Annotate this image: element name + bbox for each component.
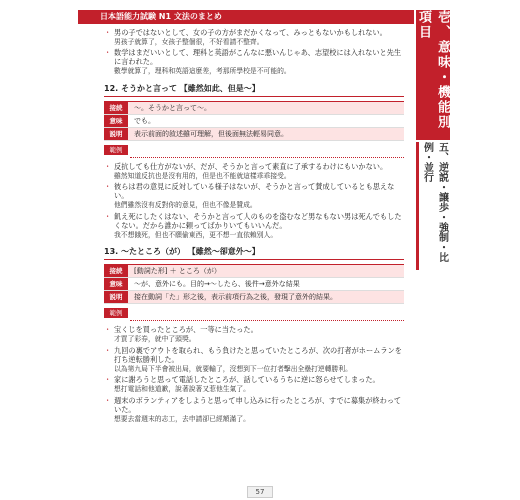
row-value: ～が、意外にも。目的→～したら、後件→意外な結果 bbox=[128, 278, 404, 290]
example-zh: 我不想餓死，但也不願偷東西，更不想一直依賴別人。 bbox=[114, 230, 278, 239]
example-zh: 想打電話和他道歉，說著說著又惹他生氣了。 bbox=[114, 385, 250, 394]
example-jp: ・ 飢え死にしたくはない、そうかと言って人のものを盗むなど男なもない男は死んでもしたくない。だから誰かに頼ってばかりいてもいいんだ。 bbox=[114, 211, 402, 230]
grammar-row bbox=[104, 278, 404, 291]
row-label: 説明 bbox=[104, 291, 128, 303]
example-jp: ・ 週末のボランティアをしようと思って申し込みに行ったところが、すでに募集が終わっていた。 bbox=[114, 395, 402, 414]
example-item bbox=[104, 48, 404, 75]
divider bbox=[130, 157, 404, 158]
row-value: ～。そうかと言って～。 bbox=[128, 102, 404, 114]
example-jp: ・ 家に謝ろうと思って電話したところが、話しているうちに逆に怒らせてしまった。 bbox=[114, 375, 380, 385]
page-footer bbox=[0, 486, 520, 498]
example-item bbox=[104, 375, 404, 393]
row-label: 説明 bbox=[104, 128, 128, 140]
grammar-table bbox=[104, 101, 404, 141]
row-value: 接在動詞「た」形之後，表示前項行為之後，發現了意外的結果。 bbox=[128, 291, 404, 303]
example-zh: 男孩子就算了，女孩子整個很，不好看請不整齊。 bbox=[114, 38, 264, 46]
grammar-row bbox=[104, 102, 404, 115]
example-jp: ・ 彼らは君の意見に反対している様子はないが、そうかと言って賛成しているとも思えない。 bbox=[114, 182, 395, 201]
example-zh: 雖然知道反抗也是沒有用的，但是也不能就這樣乖乖接受。 bbox=[114, 171, 291, 180]
divider bbox=[130, 320, 404, 321]
row-label: 意味 bbox=[104, 278, 128, 290]
section-heading: ～たところ（が） 【雖然～卻意外～】 bbox=[120, 247, 260, 257]
grammar-row bbox=[104, 128, 404, 141]
section-number: 13. bbox=[104, 247, 119, 257]
section-heading: そうかと言って 【雖然如此、但是～】 bbox=[120, 83, 260, 93]
grammar-row bbox=[104, 265, 404, 278]
example-item bbox=[104, 346, 404, 373]
example-jp: ・ 男の子ではないとして、女の子の方がまだかくなって、みっともないかもしれない。 bbox=[114, 28, 387, 37]
grammar-table bbox=[104, 264, 404, 304]
example-item bbox=[104, 325, 404, 343]
row-value: 表示前面的敘述雖可理解，但後面無法輕易同意。 bbox=[128, 128, 404, 140]
example-item bbox=[104, 212, 404, 239]
row-label: 接続 bbox=[104, 265, 128, 277]
example-item bbox=[104, 28, 404, 46]
grammar-row bbox=[104, 115, 404, 128]
section-13-title bbox=[104, 247, 404, 260]
section-12-title bbox=[104, 84, 404, 97]
example-zh: 以為第九局下半會被出局，就要輸了，沒想到下一位打者擊出全壘打逆轉勝利。 bbox=[114, 364, 352, 373]
header-bar bbox=[78, 10, 414, 24]
example-jp: ・ 数学はまだいいとして、理科と英語がこんなに悪いんじゃあ、志望校には入れないと先生に言われた。 bbox=[114, 48, 402, 67]
header-title: 日本語能力試験 N1 文法のまとめ bbox=[100, 12, 222, 21]
example-zh: 數學就算了，理科和英語這麼差，考那所學校是不可能的。 bbox=[114, 67, 291, 76]
example-jp: ・ 反抗しても仕方がないが、だが、そうかと言って素直に了承するわけにもいかない。 bbox=[114, 161, 388, 171]
row-label: 接続 bbox=[104, 102, 128, 114]
example-item bbox=[104, 182, 404, 209]
example-jp: ・ 九回の裏でアウトを取られ、もう負けたと思っていたところが、次の打者がホームランを打ち逆転勝利した。 bbox=[114, 345, 402, 364]
side-tab-sub: 五、逆説・譲歩・強制・比例・並行 bbox=[416, 142, 450, 270]
example-item bbox=[104, 162, 404, 180]
example-zh: 他們雖然沒有反對你的意見，但也不像是贊成。 bbox=[114, 201, 257, 210]
side-tab-main: 壱、意味・機能別項目 bbox=[416, 10, 450, 140]
examples-label: 範例 bbox=[104, 308, 128, 318]
content bbox=[104, 28, 404, 425]
example-item bbox=[104, 396, 404, 423]
page-number: 57 bbox=[247, 486, 274, 498]
row-value: でも。 bbox=[128, 115, 404, 127]
example-zh: 才買了彩券，就中了頭獎。 bbox=[114, 335, 196, 344]
row-label: 意味 bbox=[104, 115, 128, 127]
example-jp: ・ 宝くじを買ったところが、一等に当たった。 bbox=[114, 325, 258, 335]
examples-label: 範例 bbox=[104, 145, 128, 155]
row-value: [動詞た形] ＋ ところ（が） bbox=[128, 265, 404, 277]
section-number: 12. bbox=[104, 83, 119, 93]
grammar-row bbox=[104, 291, 404, 304]
example-zh: 想要去當週末的志工，去申請卻已經額滿了。 bbox=[114, 414, 250, 423]
